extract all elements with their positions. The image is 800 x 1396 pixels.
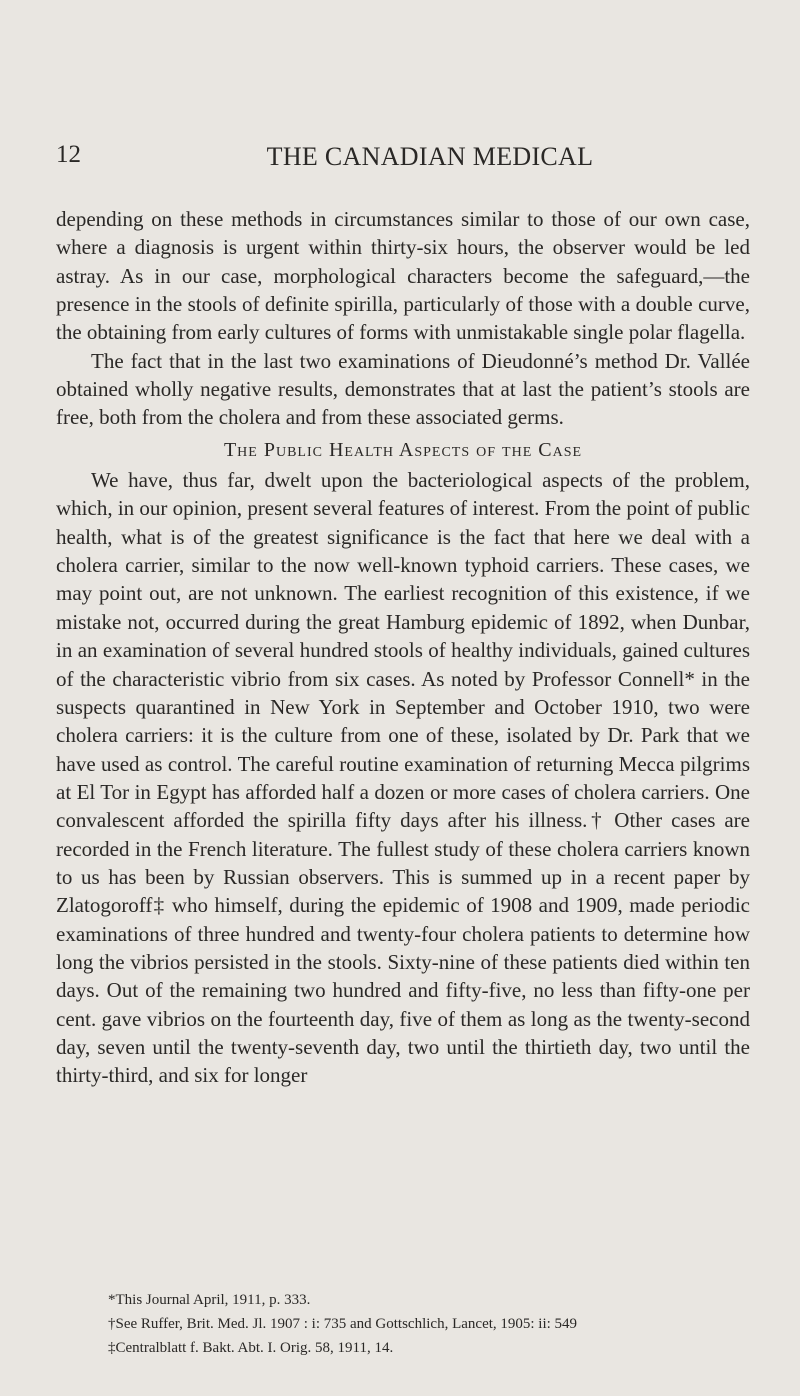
body-text: [56, 205, 750, 1090]
footnote: ‡Centralblatt f. Bakt. Abt. I. Orig. 58, 1911, 14.: [108, 1340, 394, 1356]
running-head: THE CANADIAN MEDICAL: [266, 142, 594, 171]
paragraph: The fact that in the last two examinations of Dieudonné’s method Dr. Vallée obtained wholly negative results, demonstrates that at last the patient’s stools are free, both from the cholera and from these associated germs.: [56, 348, 750, 430]
footnote: †See Ruffer, Brit. Med. Jl. 1907 : i: 735 and Gottschlich, Lancet, 1905: ii: 549: [108, 1316, 578, 1332]
footnote: *This Journal April, 1911, p. 333.: [108, 1292, 311, 1308]
page-number: 12: [56, 141, 81, 168]
paragraph: depending on these methods in circumstances similar to those of our own case, where a diagnosis is urgent within thirty-six hours, the observer would be led astray. As in our case, morphological characters become the safeguard,—the presence in the stools of definite spirilla, particularly of those with a double curve, the obtaining from early cultures of forms with unmistakable single polar flagella.: [56, 207, 750, 345]
section-heading: The Public Health Aspects of the Case: [223, 438, 583, 461]
footnotes: [108, 1288, 748, 1360]
paragraph: We have, thus far, dwelt upon the bacteriological aspects of the problem, which, in our opinion, present several features of interest. From the point of public health, what is of the greatest significance is the fact that here we deal with a cholera carrier, similar to the now well-known typhoid carriers. These cases, we may point out, are not unknown. The earliest recognition of this existence, if we mistake not, occurred during the great Hamburg epidemic of 1892, when Dunbar, in an examination of several hundred stools of healthy individuals, gained cultures of the characteristic vibrio from six cases. As noted by Professor Connell* in the suspects quarantined in New York in September and October 1910, two were cholera carriers: it is the culture from one of these, isolated by Dr. Park that we have used as control. The careful routine examination of returning Mecca pilgrims at El Tor in Egypt has afforded half a dozen or more cases of cholera carriers. One convalescent afforded the spirilla fifty days after his illness.† Other cases are recorded in the French literature. The fullest study of these cholera carriers known to us has been by Russian observers. This is summed up in a recent paper by Zlatogoroff‡ who himself, during the epidemic of 1908 and 1909, made periodic examinations of three hundred and twenty-four cholera patients to determine how long the vibrios persisted in the stools. Sixty-nine of these patients died within ten days. Out of the remaining two hundred and fifty-five, no less than fifty-one per cent. gave vibrios on the fourteenth day, five of them as long as the twenty-second day, seven until the twenty-seventh day, two until the thirtieth day, two until the thirty-third, and six for longer: [56, 468, 750, 1088]
